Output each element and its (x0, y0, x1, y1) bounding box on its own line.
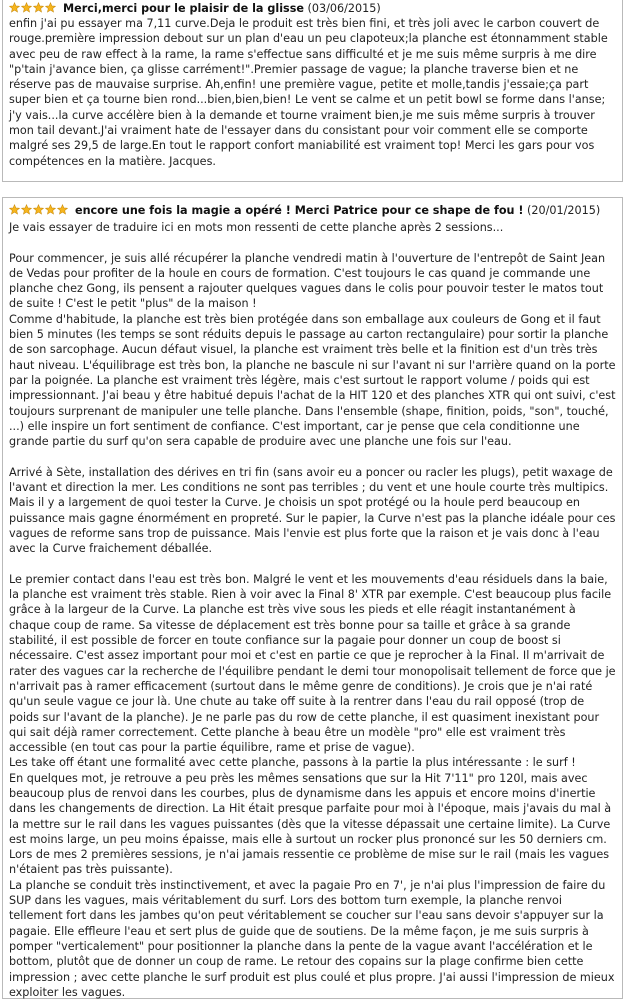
review-title: Merci,merci pour le plaisir de la glisse (63, 2, 304, 15)
paragraph-gap (9, 235, 617, 250)
star-icon (9, 2, 20, 13)
review-card (2, 197, 623, 999)
review-date: (03/06/2015) (307, 2, 381, 15)
review-paragraph: Comme d'habitude, la planche est très bien protégée dans son emballage aux couleurs de Gong et il faut bien 5 minutes (les temps se sont réduits depuis le passage au carton rectangulaire) pour sortir la planche de son sarcophage. Aucun défaut visuel, la planche est vraiment très belle et la finition est d'un très très haut niveau. L'équilibrage est très bon, la planche ne bascule ni sur l'avant ni sur l'arrière quand on la porte par la poignée. La planche est vraiment très légère, mais c'est surtout le rapport volume / poids qui est impressionnant. J'ai beau y être habitué depuis l'achat de la HIT 120 et des planches XTR qui ont suivi, c'est toujours surprenant de manipuler une telle planche. Dans l'ensemble (shape, finition, poids, "son", touché, ...) elle inspire un fort sentiment de confiance. C'est important, car je pense que cela conditionne une grande partie du surf qu'on sera capable de produire avec une planche une fois sur l'eau. (9, 312, 616, 449)
star-icon (9, 204, 20, 215)
review-paragraph: Le premier contact dans l'eau est très bon. Malgré le vent et les mouvements d'eau résiduels dans la baie, la planche est vraiment très stable. Rien à voir avec la Final 8' XTR par exemple. C'est beaucoup plus facile grâce à la largeur de la Curve. La planche est très vive sous les pieds et elle réagit instantanément à chaque coup de rame. Sa vitesse de déplacement est très bonne pour sa taille et grâce à sa grande stabilité, il est possible de forcer en toute confiance sur la pagaie pour donner un coup de boost si nécessaire. C'est assez important pour moi et c'est en partie ce que je reprocher à la Final. Il m'arrivait de rater des vagues car la recherche de l'équilibre pendant le demi tour monopolisait tellement de force que je n'arrivait pas à ramer efficacement (surtout dans le même genre de conditions). Je crois que je n'ai raté qu'un seule vague ce jour là. Une chute au take off suite à la rentrer dans l'eau du rail opposé (trop de poids sur l'avant de la planche). Je ne parle pas du row de cette planche, il est quasiment inexistant pour qui sait déjà ramer correctement. Cette planche à beau être un modèle "pro" elle est vraiment très accessible (en tout cas pour la partie équilibre, rame et prise de vague). (9, 572, 616, 755)
star-icon (21, 204, 32, 215)
review-paragraph: Arrivé à Sète, installation des dérives en tri fin (sans avoir eu a poncer ou racler les plugs), petit waxage de l'avant et direction la mer. Les conditions ne sont pas terribles ; du vent et une houle courte très multipics. Mais il y a largement de quoi tester la Curve. Je choisis un spot protégé ou la houle perd beaucoup en puissance mais gagne énormément en propreté. Sur le papier, la Curve n'est pas la planche idéale pour ces vagues de reforme sans trop de puissance. Mais l'envie est plus forte que la raison et je vais donc à l'eau avec la Curve fraichement déballée. (9, 465, 616, 556)
review-body (9, 16, 615, 169)
star-icon (33, 204, 44, 215)
review-title: encore une fois la magie a opéré ! Merci Patrice pour ce shape de fou ! (75, 204, 524, 217)
star-icon (21, 2, 32, 13)
review-paragraph: Les take off étant une formalité avec cette planche, passons à la partie la plus intéressante : le surf ! (9, 756, 576, 770)
review-paragraph: La planche se conduit très instinctivement, et avec la pagaie Pro en 7', je n'ai plus l'impression de faire du SUP dans les vagues, mais véritablement du surf. Lors des bottom turn exemple, la planche renvoi tellement fort dans les jambes qu'on peut véritablement se coucher sur l'eau sans devoir s'appuyer sur la pagaie. Elle effleure l'eau et sert plus de guide que de soutiens. De la même façon, je me suis surpris à pomper "verticalement" pour positionner la planche dans la pente de la vague avant l'accélération et le bottom, plutôt que de donner un coup de rame. Le retour des copains sur la plage confirme bien cette impression ; avec cette planche le surf produit est plus coulé et plus propre. J'ai aussi l'impression de mieux exploiter les vagues. (9, 878, 615, 999)
review-paragraph: enfin j'ai pu essayer ma 7,11 curve.Deja le produit est très bien fini, et très joli avec le carbon couvert de rouge.première impression debout sur un plan d'eau un peu clapoteux;la planche est étonnamment stable avec peu de raw effect à la rame, la rame s'effectue sans difficulté et je me suis même surpris à me dire "p'tain j'avance bien, ça glisse carrément!".Premier passage de vague; la planche traverse bien et ne réserve pas de mauvaise surprise. Ah,enfin! une première vague, petite et molle,tandis j'essaie;ça part super bien et ça tourne bien rond...bien,bien,bien! Le vent se calme et un petit bowl se forme dans l'anse; j'y vais...la curve accélère bien à la demande et tourne vraiment bien,je me suis même surpris à trouver mon tail devant.J'ai vraiment hate de l'essayer dans du consistant pour voir comment elle se comporte malgré ses 29,5 de large.En tout le rapport confort maniabilité est vraiment top! Merci les gars pour vos compétences en la matière. Jacques. (9, 17, 608, 168)
review-body (9, 220, 617, 1000)
star-rating (9, 2, 57, 16)
review-paragraph: En quelques mot, je retrouve a peu près les mêmes sensations que sur la Hit 7'11" pro 120l, mais avec beaucoup plus de renvoi dans les courbes, plus de dynamisme dans les appuis et encore moins d'inertie dans les changements de direction. La Hit était presque parfaite pour moi à l'époque, mais j'avais du mal à la mettre sur le rail dans les vagues puissantes (dès que la vitesse dépassait une certaine limite). La Curve est moins large, un peu moins épaisse, mais elle à surtout un rocker plus prononcé sur les 50 derniers cm. Lors de mes 2 premières sessions, je n'ai jamais ressentie ce problème de mise sur le rail (mais les vagues n'étaient pas très puissante). (9, 771, 612, 877)
review-card (2, 0, 623, 182)
star-rating (9, 204, 69, 218)
review-paragraph: Je vais essayer de traduire ici en mots mon ressenti de cette planche après 2 sessions... (9, 221, 504, 234)
review-header (9, 204, 600, 218)
star-icon (33, 2, 44, 13)
paragraph-gap (9, 557, 617, 572)
star-icon (45, 2, 56, 13)
review-date: (20/01/2015) (527, 204, 601, 217)
paragraph-gap (9, 449, 617, 464)
star-icon (57, 204, 68, 215)
review-paragraph: Pour commencer, je suis allé récupérer la planche vendredi matin à l'ouverture de l'entrepôt de Saint Jean de Vedas pour profiter de la houle en cours de formation. C'est toujours le cas quand je commande une planche chez Gong, ils pensent a rajouter quelques vagues dans le colis pour pouvoir tester le matos tout de suite ! C'est le petit "plus" de la maison ! (9, 251, 606, 311)
star-icon (45, 204, 56, 215)
review-header (9, 2, 381, 16)
